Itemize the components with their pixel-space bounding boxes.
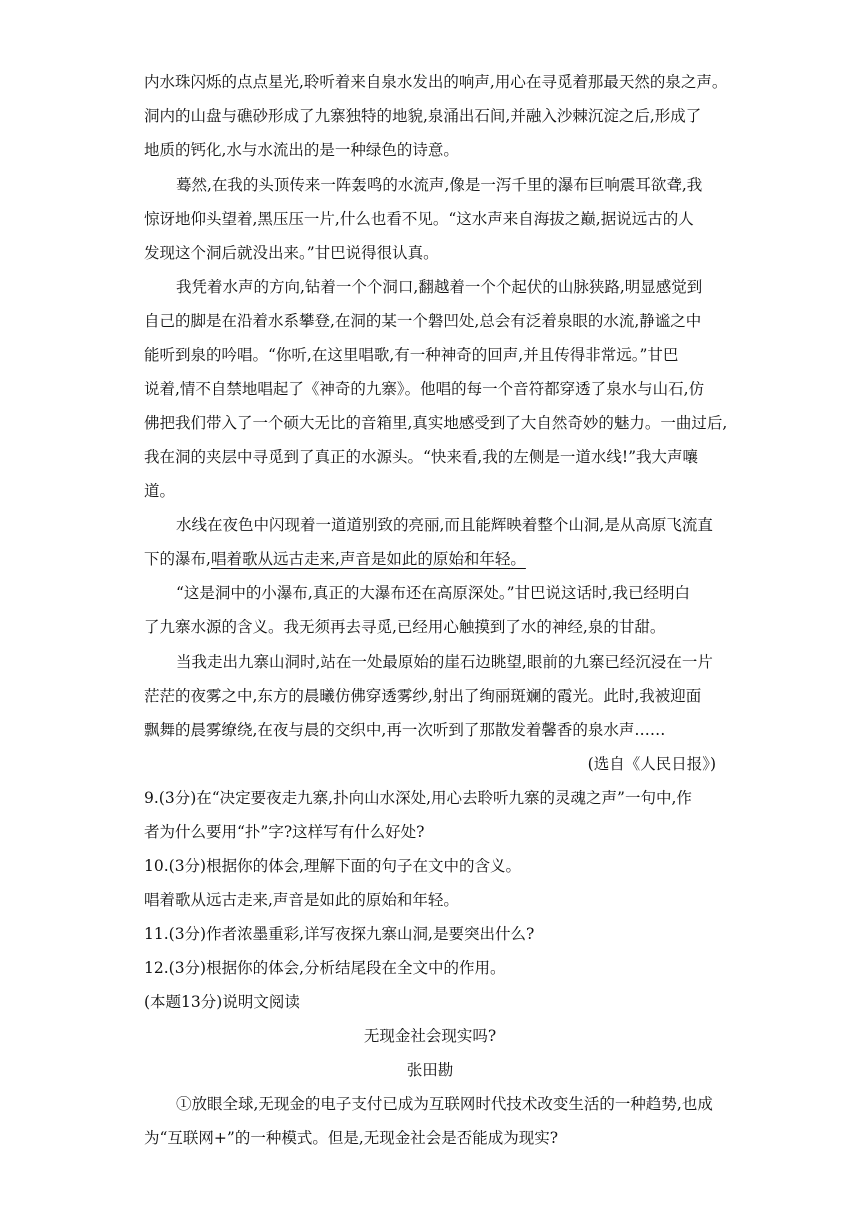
text-line: 说着,情不自禁地唱起了《神奇的九寨》。他唱的每一个音符都穿透了泉水与山石,仿	[144, 380, 705, 398]
text-line: 茫茫的夜雾之中,东方的晨曦仿佛穿透雾纱,射出了绚丽斑斓的霞光。此时,我被迎面	[144, 687, 702, 705]
text-line: “这是洞中的小瀑布,真正的大瀑布还在高原深处。”甘巴说这话时,我已经明白	[176, 584, 690, 602]
article-author: 张田勘	[406, 1061, 454, 1079]
text-line: 惊讶地仰头望着,黑压压一片,什么也看不见。“这水声来自海拔之巅,据说远古的人	[144, 210, 694, 228]
text-line: 内水珠闪烁的点点星光,聆听着来自泉水发出的响声,用心在寻觅着那最天然的泉之声。	[144, 73, 728, 91]
underlined-sentence: 唱着歌从远古走来,声音是如此的原始和年轻。	[210, 550, 526, 568]
question-9-cont: 者为什么要用“扑”字?这样写有什么好处?	[144, 823, 425, 841]
text-line: 蓦然,在我的头顶传来一阵轰鸣的水流声,像是一泻千里的瀑布巨响震耳欲聋,我	[176, 176, 703, 194]
text-line: 发现这个洞后就没出来。”甘巴说得很认真。	[144, 244, 439, 262]
text-line: 道。	[144, 482, 176, 500]
text-line: 当我走出九寨山洞时,站在一处最原始的崖石边眺望,眼前的九寨已经沉浸在一片	[176, 653, 713, 671]
question-9: 9.(3分)在“决定要夜走九寨,扑向山水深处,用心去聆听九寨的灵魂之声”一句中,作	[144, 789, 692, 807]
text-line: 了九寨水源的含义。我无须再去寻觅,已经用心触摸到了水的神经,泉的甘甜。	[144, 618, 666, 636]
text-line: 能听到泉的吟唱。“你听,在这里唱歌,有一种神奇的回声,并且传得非常远。”甘巴	[144, 346, 679, 364]
question-11: 11.(3分)作者浓墨重彩,详写夜探九寨山洞,是要突出什么?	[144, 925, 535, 943]
text-line	[144, 549, 716, 569]
text-segment: 下的瀑布,	[144, 550, 211, 568]
source-citation: (选自《人民日报》)	[587, 755, 716, 773]
article-title: 无现金社会现实吗?	[363, 1027, 497, 1045]
question-12: 12.(3分)根据你的体会,分析结尾段在全文中的作用。	[144, 959, 506, 977]
text-line: ①放眼全球,无现金的电子支付已成为互联网时代技术改变生活的一种趋势,也成	[176, 1095, 713, 1113]
text-line: 我凭着水声的方向,钻着一个个洞口,翻越着一个个起伏的山脉狭路,明显感觉到	[176, 278, 703, 296]
text-line: 我在洞的夹层中寻觅到了真正的水源头。“快来看,我的左侧是一道水线!”我大声嚷	[144, 448, 699, 466]
section-header: (本题13分)说明文阅读	[144, 993, 300, 1011]
text-line: 飘舞的晨雾缭绕,在夜与晨的交织中,再一次听到了那散发着馨香的泉水声……	[144, 721, 666, 739]
text-line: 洞内的山盘与礁砂形成了九寨独特的地貌,泉涌出石间,并融入沙棘沉淀之后,形成了	[144, 107, 702, 125]
question-10: 10.(3分)根据你的体会,理解下面的句子在文中的含义。	[144, 857, 522, 875]
question-10-sentence: 唱着歌从远古走来,声音是如此的原始和年轻。	[144, 891, 459, 909]
text-line: 佛把我们带入了一个硕大无比的音箱里,真实地感受到了大自然奇妙的魅力。一曲过后,	[144, 414, 728, 432]
text-line: 地质的钙化,水与水流出的是一种绿色的诗意。	[144, 141, 459, 159]
text-line: 自己的脚是在沿着水系攀登,在洞的某一个磐凹处,总会有泛着泉眼的水流,静谧之中	[144, 312, 702, 330]
text-line: 为“互联网+”的一种模式。但是,无现金社会是否能成为现实?	[144, 1129, 559, 1147]
text-line: 水线在夜色中闪现着一道道别致的亮丽,而且能辉映着整个山洞,是从高原飞流直	[176, 516, 713, 534]
